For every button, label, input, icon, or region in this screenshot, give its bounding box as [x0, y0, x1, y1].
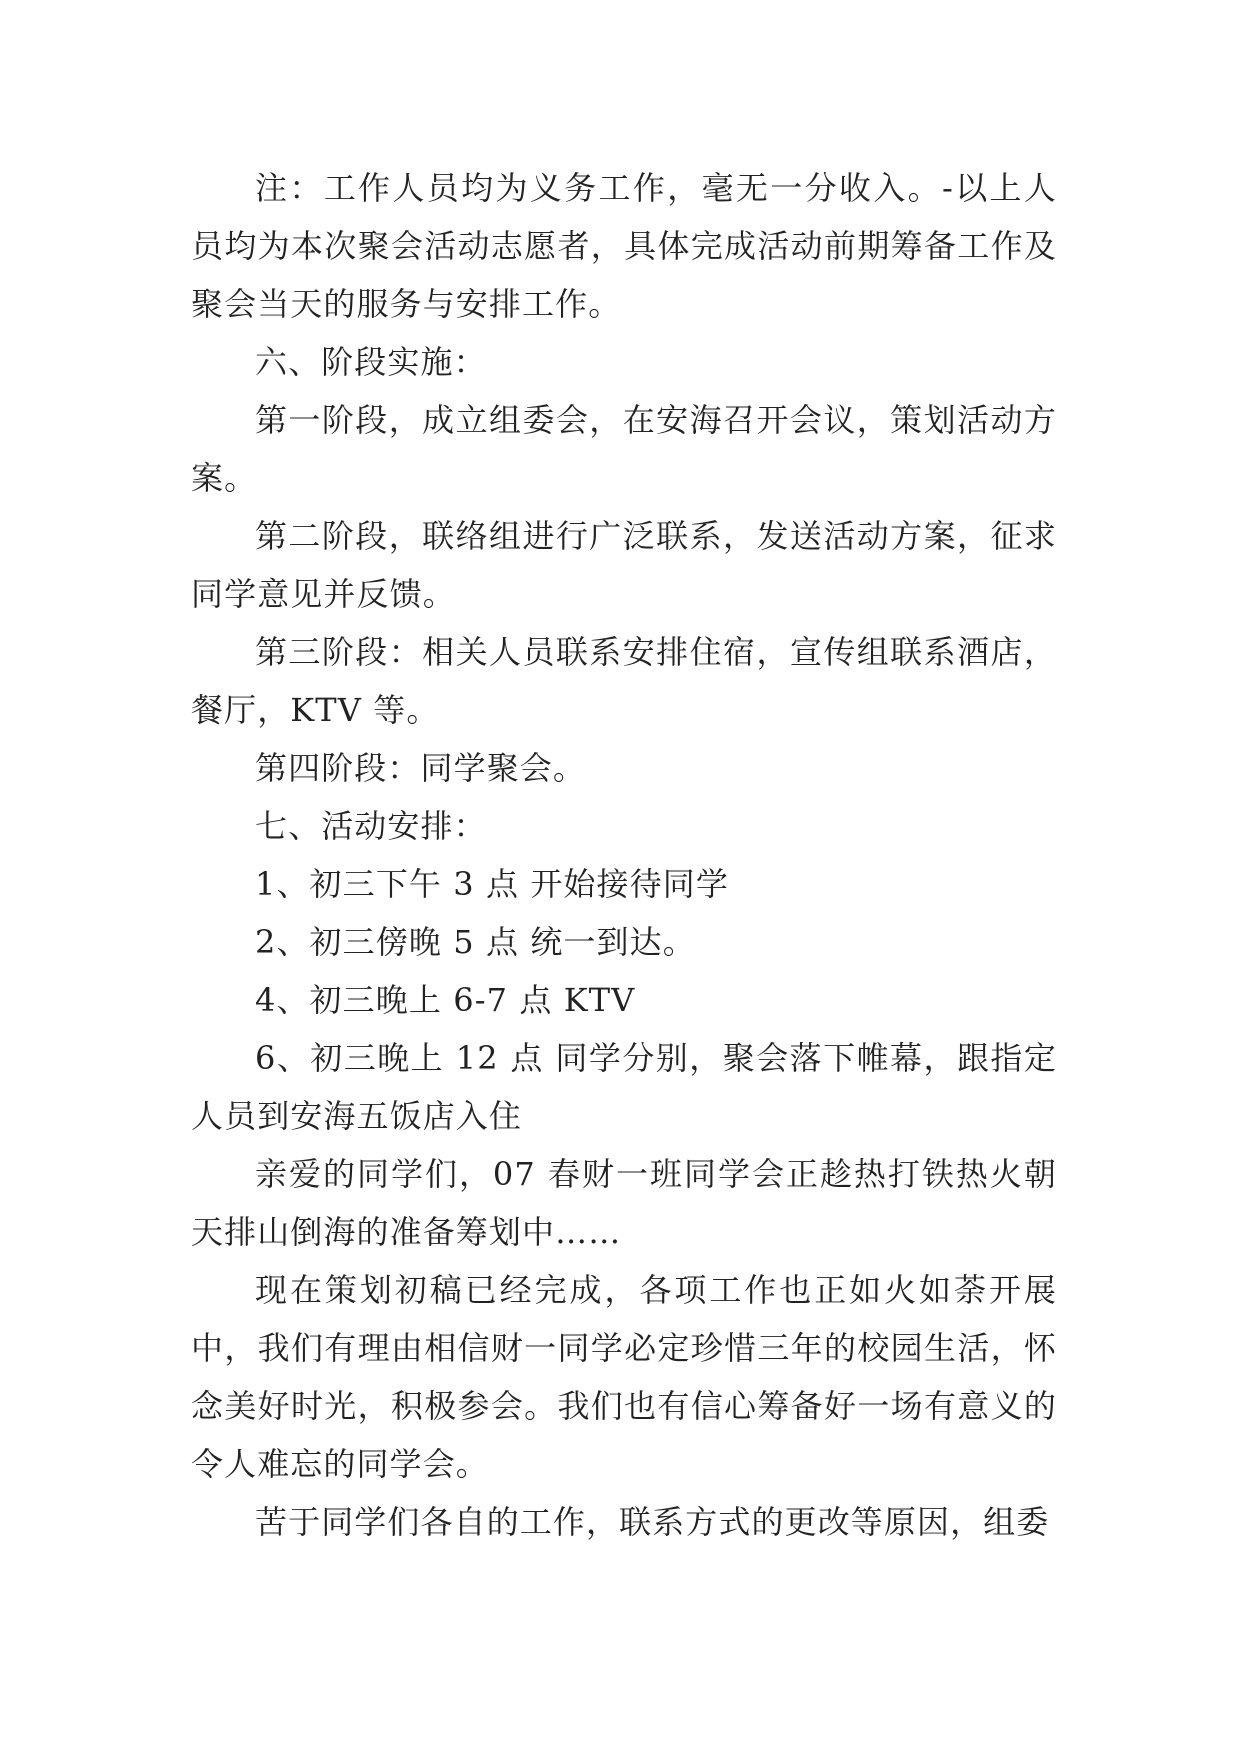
schedule-item-4: 4、初三晚上 6-7 点 KTV [255, 981, 636, 1019]
section-heading-activity-schedule: 七、活动安排： [255, 807, 487, 845]
section-heading-phase-implementation: 六、阶段实施： [255, 343, 487, 381]
paragraph-draft-complete: 现在策划初稿已经完成，各项工作也正如火如荼开展中，我们有理由相信财一同学必定珍惜三年的校园生活，怀念美好时光，积极参会。我们也有信心筹备好一场有意义的令人难忘的同学会。 [191, 1271, 1057, 1483]
paragraph-phase-three: 第三阶段：相关人员联系安排住宿，宣传组联系酒店，餐厅，KTV 等。 [191, 633, 1057, 729]
paragraph-phase-two: 第二阶段，联络组进行广泛联系，发送活动方案，征求同学意见并反馈。 [191, 517, 1057, 613]
document-body [191, 159, 1057, 1551]
paragraph-phase-one: 第一阶段，成立组委会，在安海召开会议，策划活动方案。 [191, 401, 1057, 497]
paragraph-phase-four: 第四阶段：同学聚会。 [255, 749, 587, 787]
schedule-item-1: 1、初三下午 3 点 开始接待同学 [255, 865, 729, 903]
paragraph-greeting: 亲爱的同学们，07 春财一班同学会正趁热打铁热火朝天排山倒海的准备筹划中…… [191, 1155, 1057, 1251]
paragraph-note-volunteers: 注：工作人员均为义务工作，毫无一分收入。-以上人员均为本次聚会活动志愿者，具体完成活动前期筹备工作及聚会当天的服务与安排工作。 [191, 169, 1057, 323]
schedule-item-2: 2、初三傍晚 5 点 统一到达。 [255, 923, 696, 961]
paragraph-contact-issues: 苦于同学们各自的工作，联系方式的更改等原因，组委 [255, 1503, 1050, 1541]
schedule-item-6: 6、初三晚上 12 点 同学分别，聚会落下帷幕，跟指定人员到安海五饭店入住 [191, 1039, 1057, 1135]
